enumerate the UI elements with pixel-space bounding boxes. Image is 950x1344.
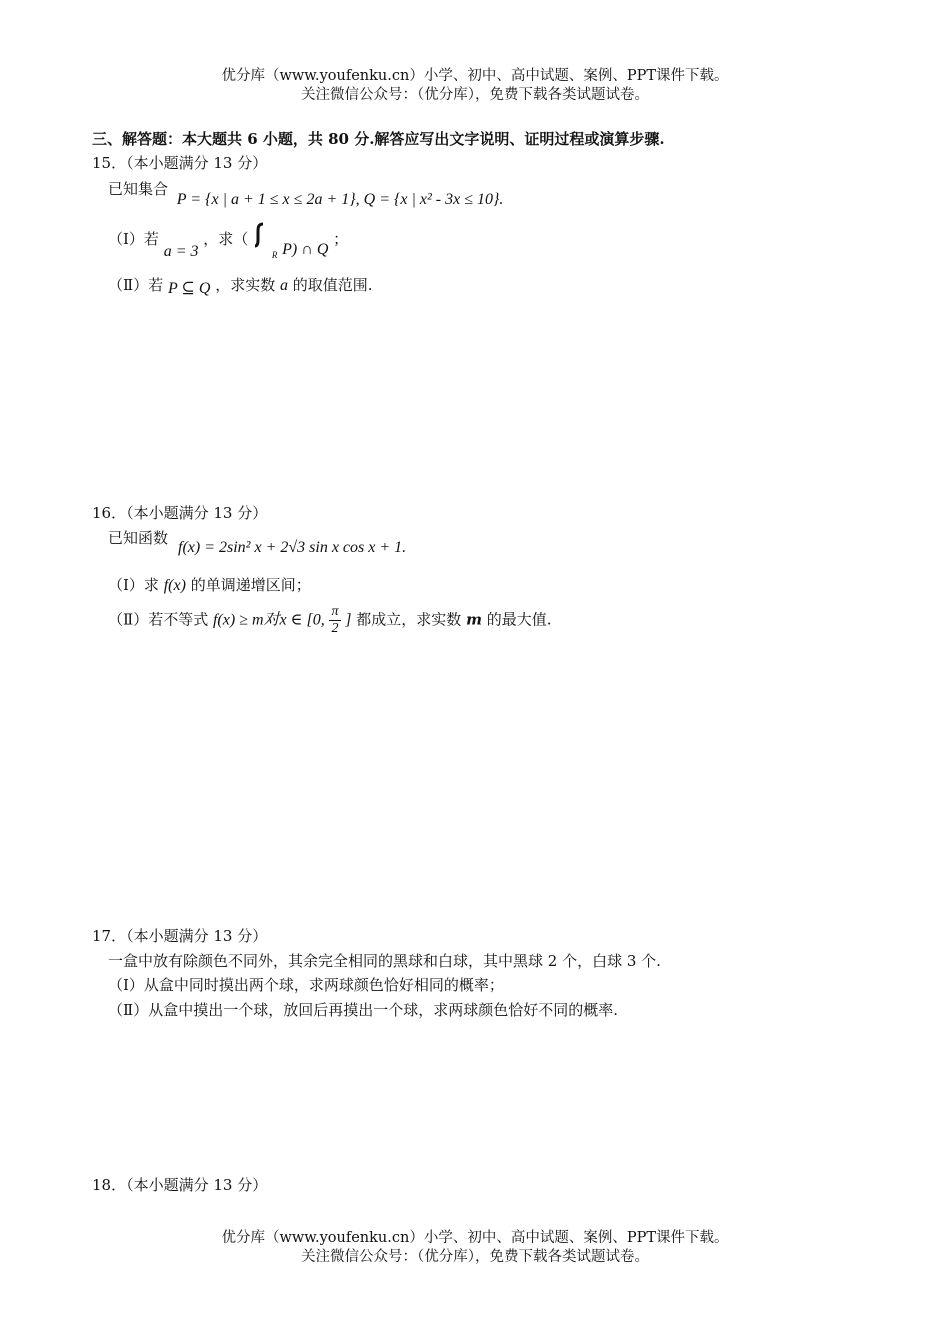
q15-part2 [108, 274, 373, 295]
q16-intro [108, 527, 168, 548]
q15-intro [108, 178, 504, 208]
q15-part1-cond: a = 3 [163, 243, 199, 260]
q16-formula: f(x) = 2sin² x + 2√3 sin x cos x + 1. [178, 539, 407, 556]
footer-line-2: 关注微信公众号：（优分库），免费下载各类试题试卷。 [301, 1249, 649, 1265]
q15-part1 [108, 228, 349, 260]
q16-part2 [108, 604, 552, 637]
q16-part2-den: 2 [331, 621, 339, 636]
header-line-1: 优分库（www.youfenku.cn）小学、初中、高中试题、案例、PPT课件下载。 [221, 68, 729, 84]
q15-formula: P = {x | a + 1 ≤ x ≤ 2a + 1}, Q = {x | x² - 3x ≤ 10}. [176, 191, 504, 208]
section-title: 三、解答题：本大题共 6 小题，共 80 分.解答应写出文字说明、证明过程或演算步骤. [92, 130, 665, 148]
q15-part2-var: a [280, 277, 289, 294]
q16-part2-text: 都成立，求实数 [356, 610, 462, 629]
q15-part1-expr: P) ∩ Q [282, 241, 329, 258]
q16-part2-num: π [331, 604, 339, 619]
q16-part2-var: m [466, 610, 482, 629]
q16-part1 [108, 574, 311, 595]
q16-part2-ineq: f(x) ≥ m对x ∈ [0, [212, 611, 325, 629]
q15-part1-prefix: （Ⅰ）若 [108, 230, 159, 248]
q15-part2-prefix: （Ⅱ）若 [108, 276, 164, 294]
q17-part2: （Ⅱ）从盒中摸出一个球，放回后再摸出一个球，求两球颜色恰好不同的概率. [108, 1001, 618, 1019]
q15-part2-cond: P ⊆ Q [167, 280, 211, 297]
q16-part2-close: ] [345, 611, 352, 629]
q15-heading: 15．（本小题满分 13 分） [92, 154, 268, 172]
q16-part2-fraction [329, 604, 340, 637]
q16-part1-fx: f(x) [163, 577, 186, 594]
q15-part1-mid: ，求（ [203, 230, 249, 248]
q15-part1-end: ； [333, 230, 349, 248]
q17-intro: 一盒中放有除颜色不同外，其余完全相同的黑球和白球，其中黑球 2 个，白球 3 个. [108, 952, 661, 970]
header-line-2: 关注微信公众号：（优分库），免费下载各类试题试卷。 [301, 87, 649, 103]
q15-part2-text: ，求实数 [215, 276, 276, 294]
complement-icon [253, 228, 267, 254]
q16-intro-text: 已知函数 [108, 529, 169, 547]
q16-part1-prefix: （Ⅰ）求 [108, 576, 159, 594]
q17-part1: （Ⅰ）从盒中同时摸出两个球，求两球颜色恰好相同的概率； [108, 976, 504, 994]
q16-heading: 16．（本小题满分 13 分） [92, 504, 268, 522]
footer-line-1: 优分库（www.youfenku.cn）小学、初中、高中试题、案例、PPT课件下载。 [221, 1230, 729, 1246]
q18-heading: 18．（本小题满分 13 分） [92, 1176, 268, 1194]
q15-intro-text: 已知集合 [108, 180, 169, 198]
q15-part1-sub: R [271, 250, 278, 260]
q16-part2-prefix: （Ⅱ）若不等式 [108, 610, 209, 629]
q16-part2-end: 的最大值. [486, 610, 552, 629]
q16-part1-text: 的单调递增区间； [190, 576, 311, 594]
q17-heading: 17．（本小题满分 13 分） [92, 927, 268, 945]
q15-part2-end: 的取值范围. [292, 276, 373, 294]
